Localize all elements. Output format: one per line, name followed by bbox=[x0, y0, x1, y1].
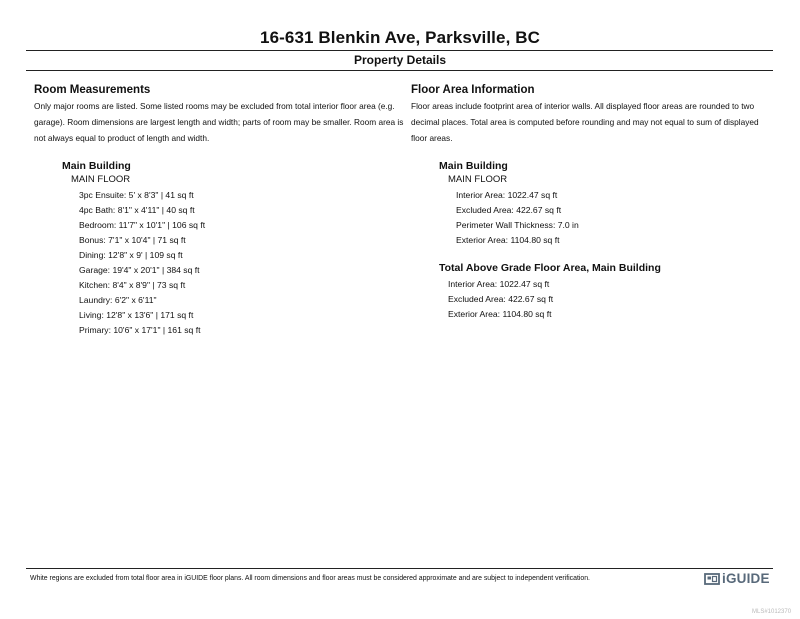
room-measurements-description: Only major rooms are listed. Some listed rooms may be excluded from total interior floor area (e.g. garage). Room dimensions are largest length and width; parts of room may be smaller. Room area is not always equal to product of length and width. bbox=[34, 101, 404, 143]
total-area-item: Interior Area: 1022.47 sq ft bbox=[448, 279, 550, 290]
floor-area-description: Floor areas include footprint area of interior walls. All displayed floor areas are rounded to two decimal places. Total area is computed before rounding and may not equal to sum of displayed floor areas. bbox=[411, 101, 759, 143]
room-item: Laundry: 6'2" x 6'11" bbox=[79, 294, 157, 305]
total-area-item: Excluded Area: 422.67 sq ft bbox=[448, 293, 554, 304]
building-title: Main Building bbox=[439, 160, 508, 173]
mls-watermark: MLS#1012370 bbox=[752, 609, 792, 615]
iguide-logo bbox=[704, 571, 770, 586]
room-list bbox=[79, 188, 404, 337]
room-item: Bedroom: 11'7" x 10'1" | 106 sq ft bbox=[79, 220, 206, 231]
total-area-item: Exterior Area: 1104.80 sq ft bbox=[448, 308, 552, 319]
footer-divider bbox=[26, 568, 773, 569]
building-title: Main Building bbox=[62, 160, 131, 173]
room-item: Living: 12'8" x 13'6" | 171 sq ft bbox=[79, 309, 194, 320]
area-item: Exterior Area: 1104.80 sq ft bbox=[456, 235, 560, 246]
total-area-list bbox=[448, 277, 776, 322]
room-item: Dining: 12'8" x 9' | 109 sq ft bbox=[79, 250, 183, 261]
area-item: Interior Area: 1022.47 sq ft bbox=[456, 190, 558, 201]
iguide-logo-icon bbox=[704, 572, 720, 585]
header-divider-bottom bbox=[26, 70, 773, 71]
room-item: Primary: 10'6" x 17'1" | 161 sq ft bbox=[79, 324, 201, 335]
room-item: 3pc Ensuite: 5' x 8'3" | 41 sq ft bbox=[79, 190, 194, 201]
room-item: Bonus: 7'1" x 10'4" | 71 sq ft bbox=[79, 235, 186, 246]
area-item: Perimeter Wall Thickness: 7.0 in bbox=[456, 220, 579, 231]
floor-area-list bbox=[456, 188, 776, 248]
page-title: 16-631 Blenkin Ave, Parksville, BC bbox=[260, 28, 540, 47]
room-item: 4pc Bath: 8'1" x 4'11" | 40 sq ft bbox=[79, 205, 195, 216]
floor-title: MAIN FLOOR bbox=[71, 174, 131, 186]
logo-text: iGUIDE bbox=[722, 571, 770, 586]
floor-area-heading: Floor Area Information bbox=[411, 84, 535, 96]
floor-area-column bbox=[411, 84, 776, 322]
section-subtitle: Property Details bbox=[353, 53, 447, 67]
room-item: Kitchen: 8'4" x 8'9" | 73 sq ft bbox=[79, 279, 186, 290]
area-item: Excluded Area: 422.67 sq ft bbox=[456, 205, 562, 216]
room-measurements-heading: Room Measurements bbox=[34, 84, 151, 96]
footer-disclaimer: White regions are excluded from total floor area in iGUIDE floor plans. All room dimensions and floor areas must be considered approximate and are subject to independent verification. bbox=[30, 575, 590, 582]
room-item: Garage: 19'4" x 20'1" | 384 sq ft bbox=[79, 264, 200, 275]
room-measurements-column bbox=[34, 84, 404, 337]
floor-title: MAIN FLOOR bbox=[448, 174, 508, 186]
header-divider-top bbox=[26, 50, 773, 51]
total-area-title: Total Above Grade Floor Area, Main Building bbox=[439, 262, 661, 275]
